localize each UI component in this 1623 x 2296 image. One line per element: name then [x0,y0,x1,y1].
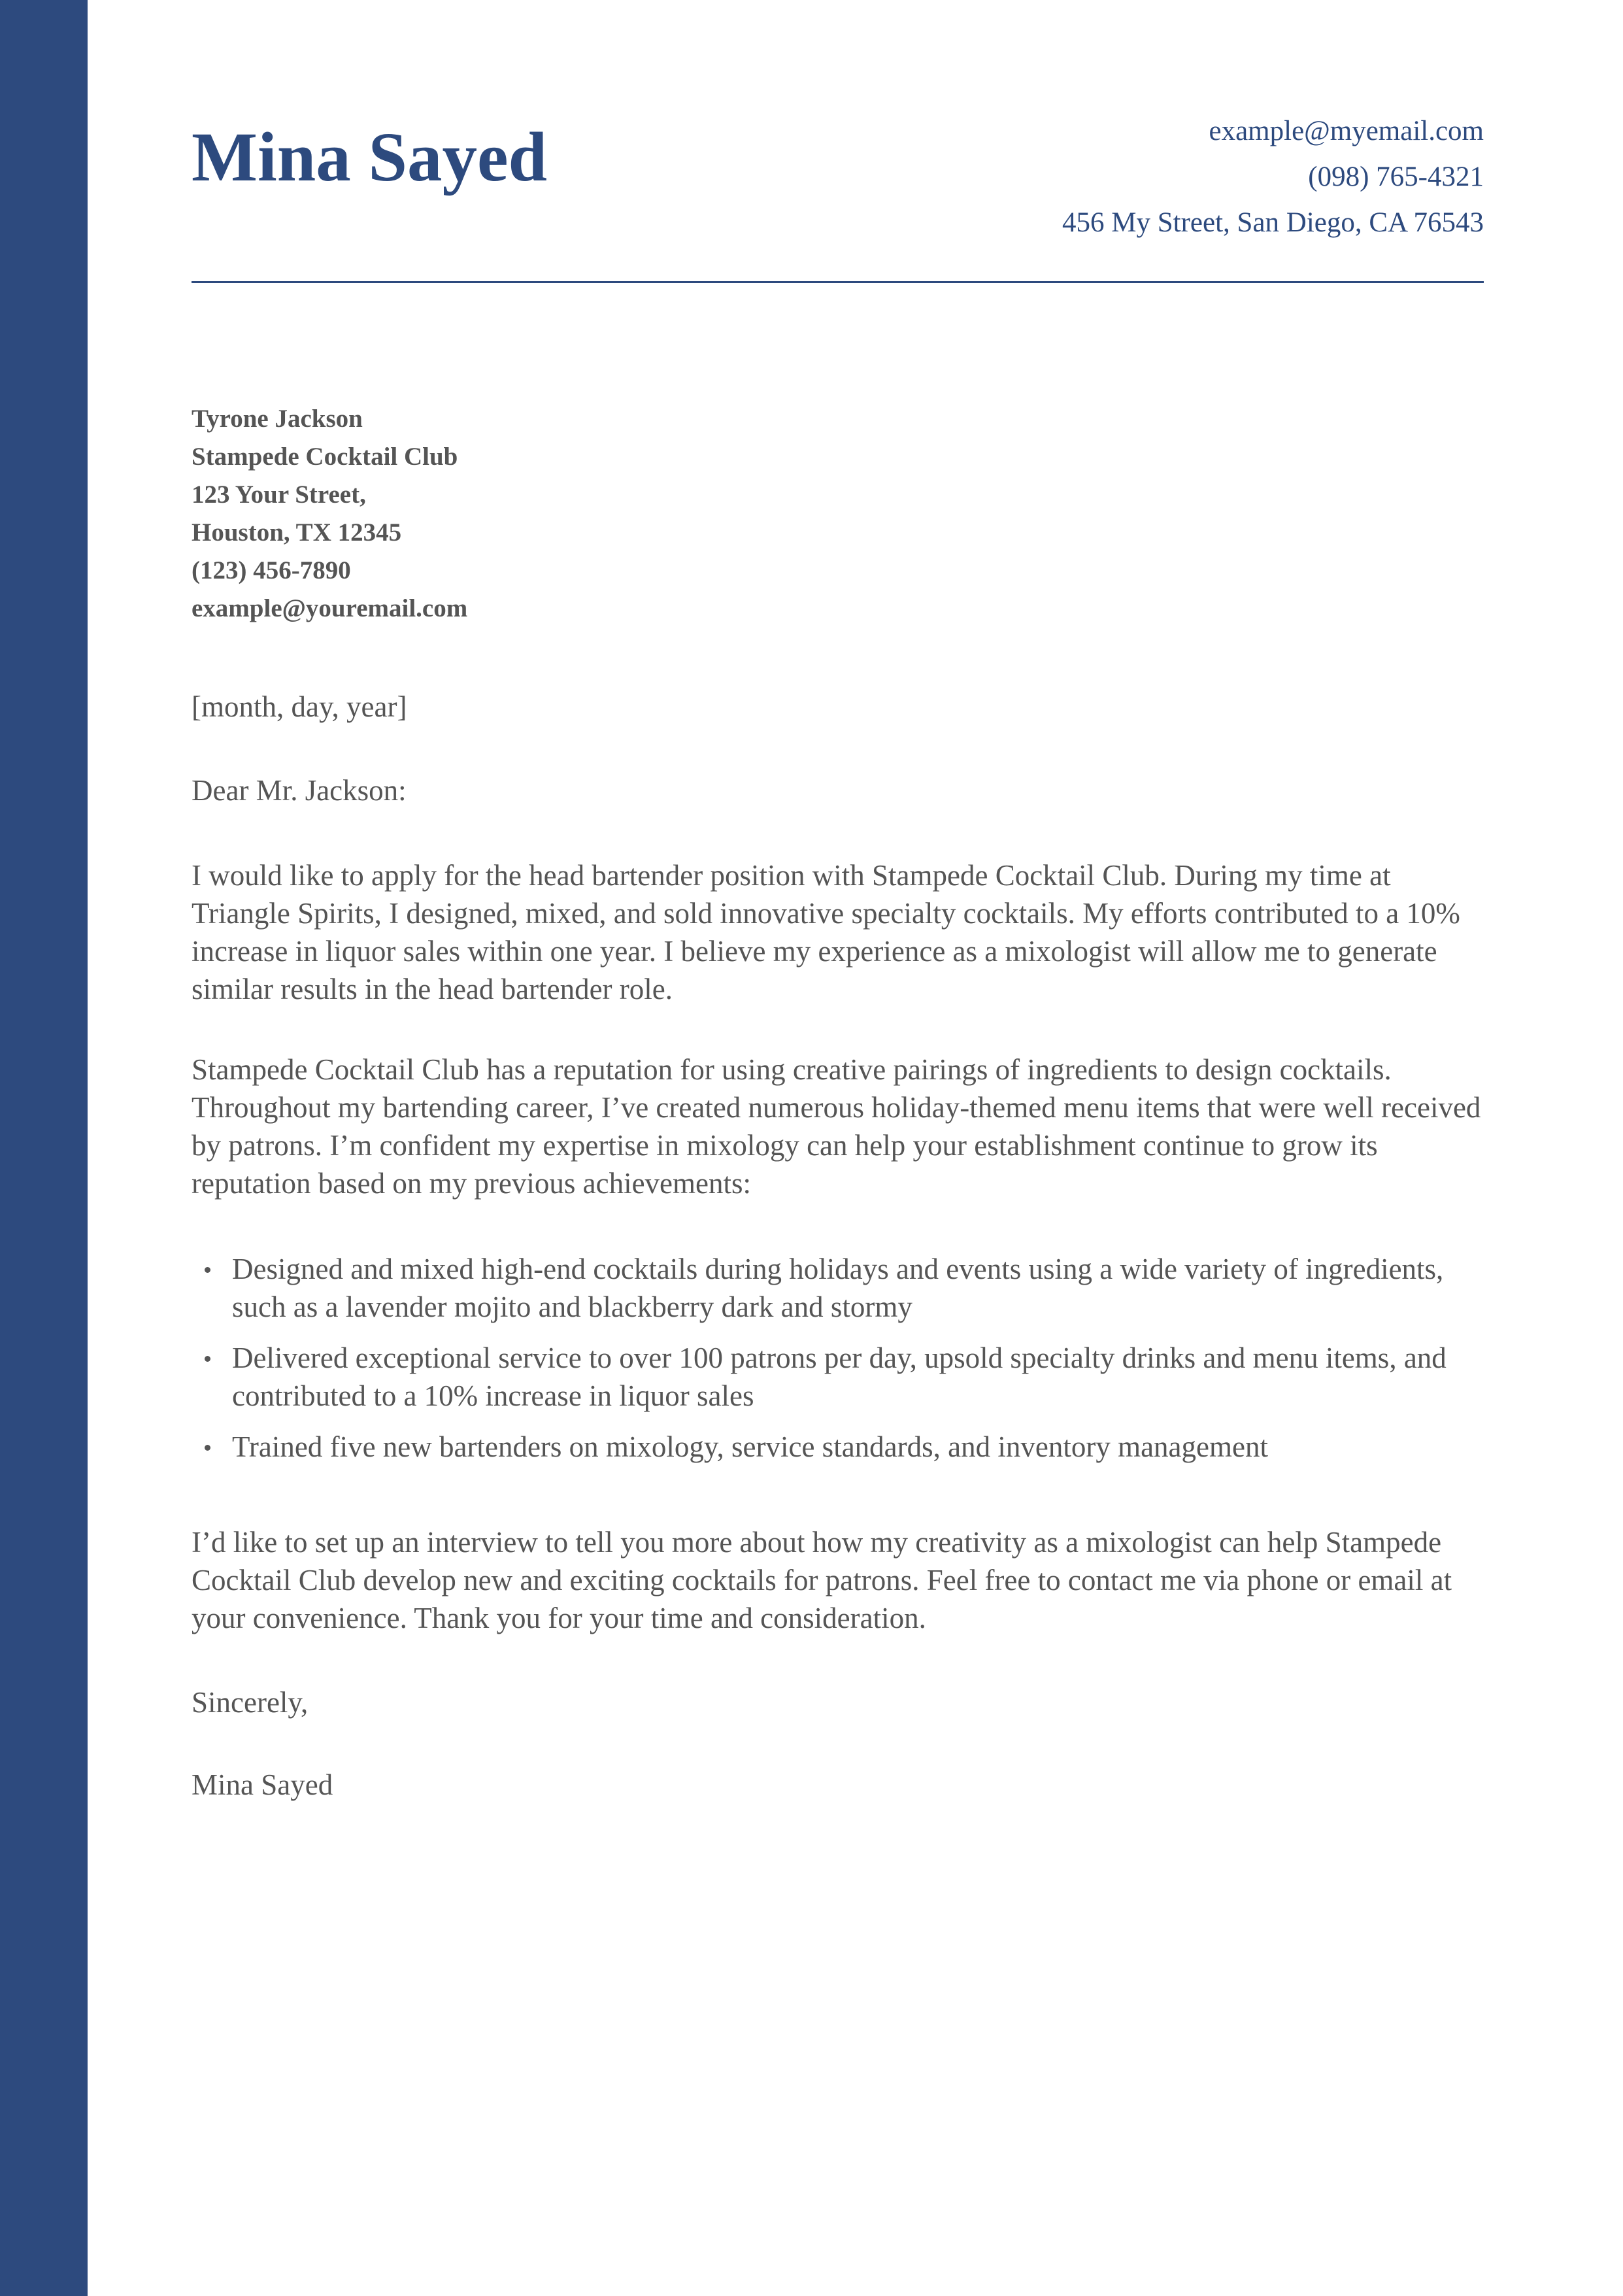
letter-date: [month, day, year] [192,690,407,723]
sender-address: 456 My Street, San Diego, CA 76543 [1062,207,1484,238]
paragraph-text: I’d like to set up an interview to tell you more about how my creativity as a mixologist can help Stampede Cocktail Club develop new and exciting cocktails for patrons. Feel free to contact me via phone or email at your convenience. Thank you for your time and consideration. [192,1526,1452,1634]
sidebar-accent-bar [0,0,88,2296]
bullet-icon [205,1356,210,1362]
signature-name: Mina Sayed [192,1768,333,1801]
recipient-name: Tyrone Jackson [192,405,363,433]
list-item [192,1250,1499,1326]
list-item [192,1428,1499,1466]
list-item-text: Delivered exceptional service to over 100 patrons per day, upsold specialty drinks and menu items, and contributed to a 10% increase in liquor sales [232,1342,1447,1412]
sender-name: Mina Sayed [192,119,547,196]
achievements-list [192,1250,1499,1479]
closing: Sincerely, [192,1686,309,1719]
recipient-city: Houston, TX 12345 [192,518,402,547]
recipient-company: Stampede Cocktail Club [192,443,458,471]
sender-phone: (098) 765-4321 [1308,161,1484,192]
body-paragraph-2 [192,1051,1492,1202]
recipient-phone: (123) 456-7890 [192,556,351,584]
salutation: Dear Mr. Jackson: [192,774,407,807]
list-item-text: Designed and mixed high-end cocktails during holidays and events using a wide variety of ingredients, such as a lavender mojito and blackberry dark and stormy [232,1253,1444,1323]
bullet-icon [205,1267,210,1273]
body-paragraph-1 [192,856,1492,1008]
sender-contact-block [1062,109,1484,246]
sender-email: example@myemail.com [1209,116,1484,146]
bullet-icon [205,1445,210,1451]
recipient-block [192,400,467,628]
body-paragraph-3 [192,1523,1492,1637]
header-divider [192,281,1484,283]
paragraph-text: Stampede Cocktail Club has a reputation for using creative pairings of ingredients to design cocktails. Throughout my bartending career, I’ve created numerous holiday-themed menu items that were well received by patrons. I’m confident my expertise in mixology can help your establishment continue to grow its reputation based on my previous achievements: [192,1053,1481,1200]
list-item-text: Trained five new bartenders on mixology, service standards, and inventory management [232,1430,1268,1463]
recipient-street: 123 Your Street, [192,481,366,509]
paragraph-text: I would like to apply for the head bartender position with Stampede Cocktail Club. During my time at Triangle Spirits, I designed, mixed, and sold innovative specialty cocktails. My efforts contributed to a 10% increase in liquor sales within one year. I believe my experience as a mixologist will allow me to generate similar results in the head bartender role. [192,859,1460,1005]
recipient-email: example@youremail.com [192,594,468,622]
list-item [192,1339,1499,1415]
